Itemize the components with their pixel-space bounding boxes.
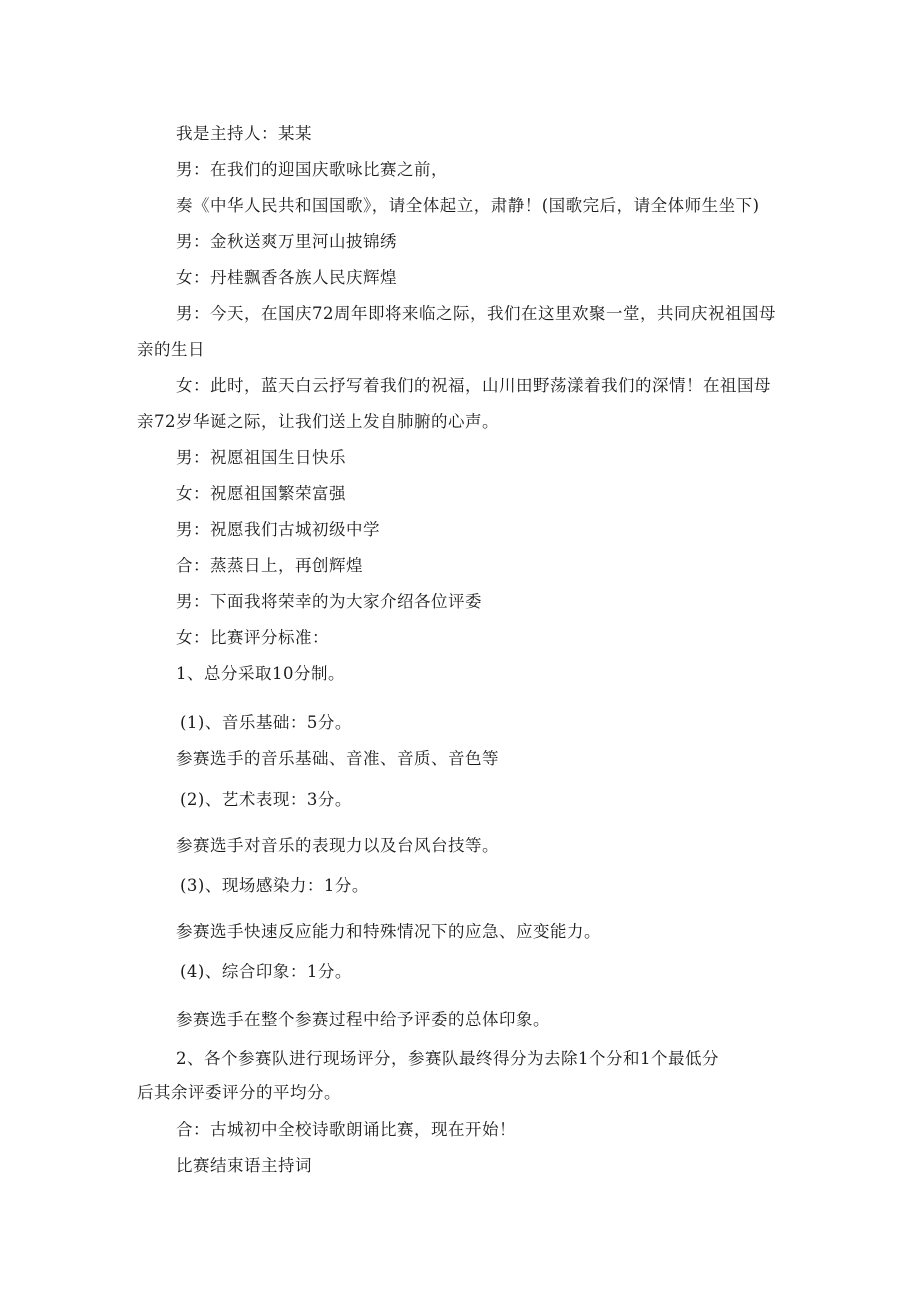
text-line-rule-1-2-desc: 参赛选手对音乐的表现力以及台风台技等。 [176,836,499,855]
text-line-male-4: 男：祝愿祖国生日快乐 [176,448,346,467]
text-line-rule-1-3: (3)、现场感染力：1分。 [180,876,369,895]
text-line-rule-1-1: (1)、音乐基础：5分。 [180,713,352,732]
text-line-female-4: 女：比赛评分标准： [176,628,329,647]
text-line-male-5: 男：祝愿我们古城初级中学 [176,520,380,539]
text-line-male-1: 男：在我们的迎国庆歌咏比赛之前， [176,160,448,179]
text-line-female-1: 女：丹桂飘香各族人民庆辉煌 [176,268,397,287]
text-line-anthem: 奏《中华人民共和国国歌》，请全体起立，肃静！(国歌完后，请全体师生坐下) [176,196,760,215]
text-line-closing-heading: 比赛结束语主持词 [176,1156,312,1175]
text-line-female-2-cont: 亲72岁华诞之际，让我们送上发自肺腑的心声。 [137,412,499,431]
text-line-rule-2-cont: 后其余评委评分的平均分。 [137,1083,341,1102]
text-line-together-2: 合：古城初中全校诗歌朗诵比赛，现在开始！ [176,1120,516,1139]
text-line-rule-1-2: (2)、艺术表现：3分。 [180,790,352,809]
text-line-male-3-cont: 亲的生日 [137,340,205,359]
text-line-female-2: 女：此时，蓝天白云抒写着我们的祝福，山川田野荡漾着我们的深情！在祖国母 [176,376,771,395]
text-line-together-1: 合：蒸蒸日上，再创辉煌 [176,556,363,575]
text-line-rule-1-4: (4)、综合印象：1分。 [180,962,352,981]
text-line-male-6: 男：下面我将荣幸的为大家介绍各位评委 [176,592,482,611]
text-line-rule-1-4-desc: 参赛选手在整个参赛过程中给予评委的总体印象。 [176,1010,550,1029]
text-line-rule-1-3-desc: 参赛选手快速反应能力和特殊情况下的应急、应变能力。 [176,922,601,941]
text-line-male-3: 男：今天，在国庆72周年即将来临之际，我们在这里欢聚一堂，共同庆祝祖国母 [176,304,776,323]
text-line-male-2: 男：金秋送爽万里河山披锦绣 [176,232,397,251]
text-line-rule-1-1-desc: 参赛选手的音乐基础、音准、音质、音色等 [176,749,499,768]
text-line-rule-1: 1、总分采取10分制。 [176,664,345,683]
text-line-female-3: 女：祝愿祖国繁荣富强 [176,484,346,503]
text-line-rule-2: 2、各个参赛队进行现场评分，参赛队最终得分为去除1个分和1个最低分 [176,1049,719,1068]
text-line-host: 我是主持人：某某 [176,124,312,143]
